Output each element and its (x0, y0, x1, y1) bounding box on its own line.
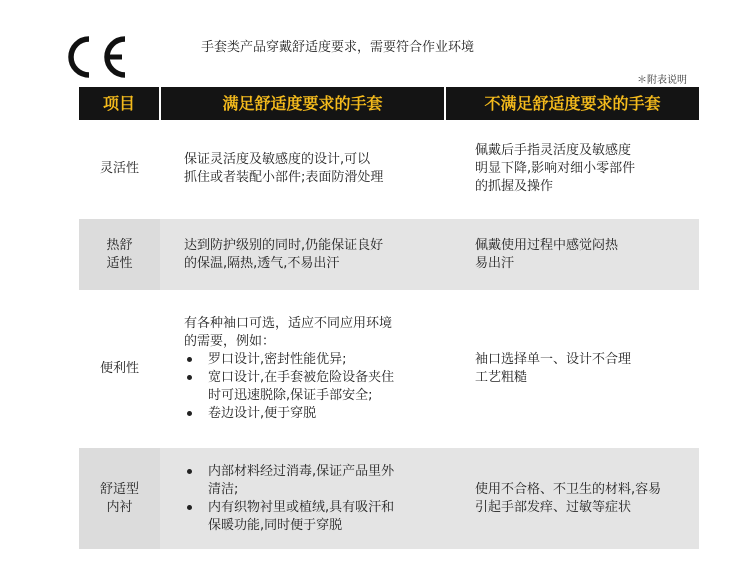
row-item-label: 灵活性 (79, 120, 160, 218)
bullet-line: 罗口设计,密封性能优异; (208, 352, 347, 367)
bullet-list (184, 463, 435, 535)
unsatisfying-cell (445, 120, 699, 218)
cell-line: 有各种袖口可选，适应不同应用环境 (184, 316, 393, 331)
cell-line: 明显下降,影响对细小零部件 (475, 160, 636, 176)
bullet-item (184, 463, 435, 499)
header-item: 项目 (79, 87, 160, 120)
comfort-comparison-table (79, 87, 699, 551)
table-note: ＊附表说明 (637, 75, 687, 86)
table-row (79, 447, 699, 550)
cell-line: 保证灵活度及敏感度的设计,可以 (184, 151, 371, 167)
row-item-label (79, 218, 160, 291)
bullet-line: 清洁; (208, 481, 239, 497)
bullet-line: 卷边设计,便于穿脱 (208, 406, 317, 421)
satisfying-cell (160, 447, 445, 550)
bullet-item (184, 369, 435, 405)
bullet-item (184, 405, 435, 423)
bullet-line: 时可迅速脱除,保证手部安全; (208, 388, 373, 403)
row-item-label (79, 447, 160, 550)
ce-mark-logo (62, 32, 132, 82)
satisfying-cell (160, 218, 445, 291)
unsatisfying-cell (445, 218, 699, 291)
cell-line: 的需要，例如： (184, 334, 276, 349)
cell-line: 达到防护级别的同时,仍能保证良好 (184, 237, 384, 253)
table-row (79, 120, 699, 218)
item-line: 热舒 (106, 237, 133, 253)
table-header-row (79, 87, 699, 120)
satisfying-cell (160, 291, 445, 447)
cell-line: 的保温,隔热,透气,不易出汗 (184, 255, 340, 271)
table-row (79, 218, 699, 291)
item-line: 适性 (106, 255, 133, 271)
table-row (79, 291, 699, 447)
bullet-line: 保暖功能,同时便于穿脱 (208, 517, 343, 533)
cell-line: 使用不合格、不卫生的材料,容易 (475, 481, 662, 497)
satisfying-cell (160, 120, 445, 218)
bullet-line: 内有织物衬里或植绒,具有吸汗和 (208, 499, 395, 515)
cell-line: 引起手部发痒、过敏等症状 (475, 499, 632, 515)
header-satisfying: 满足舒适度要求的手套 (160, 87, 445, 120)
cell-line: 佩戴使用过程中感觉闷热 (475, 237, 619, 253)
cell-line: 的抓握及操作 (475, 178, 554, 194)
bullet-line: 内部材料经过消毒,保证产品里外 (208, 463, 395, 479)
cell-line: 工艺粗糙 (475, 370, 528, 385)
bullet-list (184, 351, 435, 423)
bullet-item (184, 499, 435, 535)
unsatisfying-cell (445, 291, 699, 447)
page-subtitle: 手套类产品穿戴舒适度要求，需要符合作业环境 (201, 40, 475, 55)
row-item-label: 便利性 (79, 291, 160, 447)
unsatisfying-cell (445, 447, 699, 550)
item-line: 舒适型 (99, 481, 139, 497)
cell-line: 易出汗 (475, 255, 515, 271)
item-line: 内衬 (106, 499, 133, 515)
bullet-line: 宽口设计,在手套被危险设备夹住 (208, 370, 395, 385)
cell-line: 佩戴后手指灵活度及敏感度 (475, 142, 632, 158)
cell-line: 袖口选择单一、设计不合理 (475, 352, 632, 367)
bullet-item (184, 351, 435, 369)
header-unsatisfying: 不满足舒适度要求的手套 (445, 87, 699, 120)
cell-line: 抓住或者装配小部件;表面防滑处理 (184, 169, 384, 185)
